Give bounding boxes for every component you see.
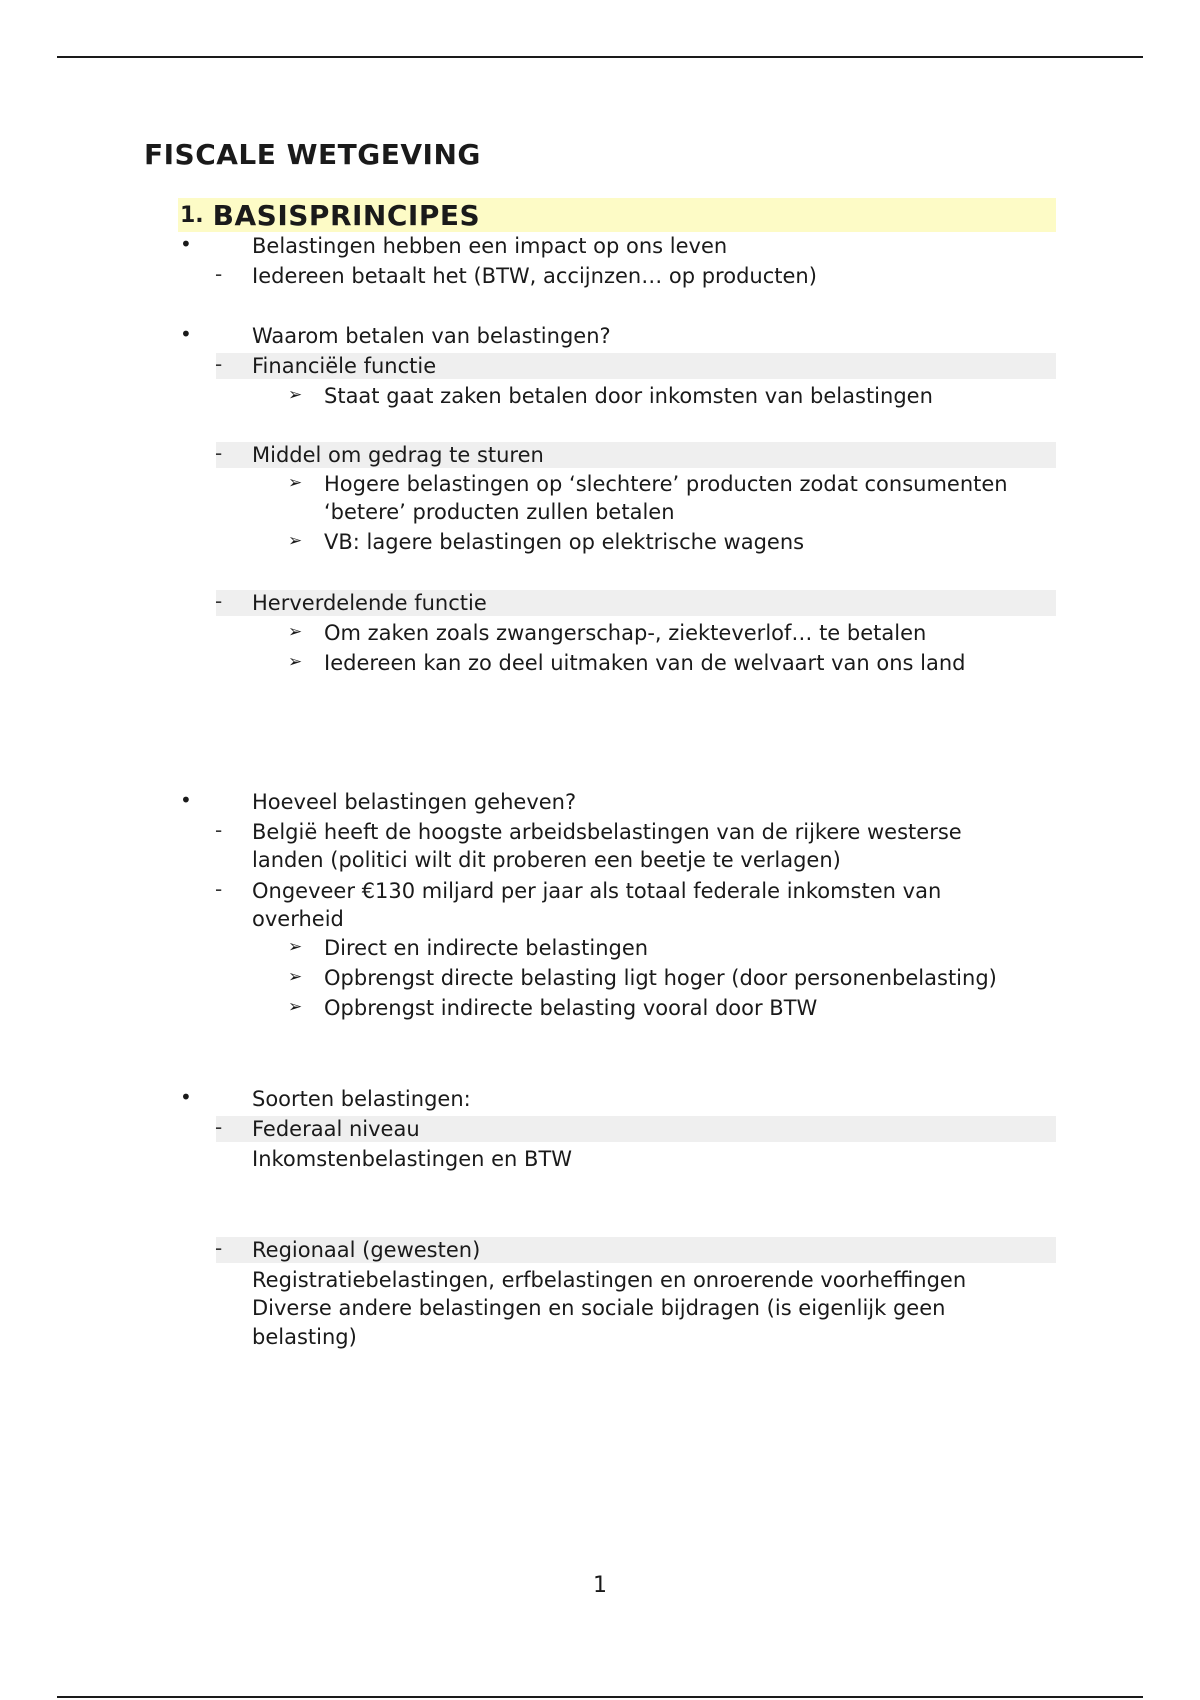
dash-icon: - (215, 818, 223, 842)
arrow-item: Opbrengst directe belasting ligt hoger (door personenbelasting) (324, 966, 997, 990)
arrow-icon: ➢ (288, 997, 303, 1017)
dash-icon: - (215, 441, 223, 465)
arrow-item: VB: lagere belastingen op elektrische wagens (324, 530, 805, 554)
dash-item: Herverdelende functie (252, 591, 487, 615)
arrow-icon: ➢ (288, 622, 303, 642)
dash-icon: - (215, 352, 223, 376)
bullet-item: Hoeveel belastingen geheven? (252, 790, 577, 814)
document-title: FISCALE WETGEVING (144, 138, 481, 171)
footer-rule (57, 1696, 1143, 1698)
arrow-icon: ➢ (288, 937, 303, 957)
arrow-item-continued: ‘betere’ producten zullen betalen (324, 500, 675, 524)
bullet-icon: • (180, 1085, 192, 1109)
dash-item: Financiële functie (252, 354, 437, 378)
dash-item-body: Inkomstenbelastingen en BTW (252, 1147, 573, 1171)
arrow-icon: ➢ (288, 652, 303, 672)
arrow-item: Om zaken zoals zwangerschap-, ziekteverlof… te betalen (324, 621, 927, 645)
arrow-item: Hogere belastingen op ‘slechtere’ producten zodat consumenten (324, 472, 1008, 496)
arrow-item: Opbrengst indirecte belasting vooral door BTW (324, 996, 818, 1020)
bullet-item: Waarom betalen van belastingen? (252, 324, 611, 348)
dash-item-body: belasting) (252, 1325, 357, 1349)
bullet-icon: • (180, 788, 192, 812)
dash-item: België heeft de hoogste arbeidsbelastingen van de rijkere westerse (252, 820, 962, 844)
page-number: 1 (593, 1573, 607, 1598)
dash-icon: - (215, 1236, 223, 1260)
dash-icon: - (215, 589, 223, 613)
section-title: BASISPRINCIPES (212, 198, 481, 232)
bullet-item: Soorten belastingen: (252, 1087, 471, 1111)
dash-item-continued: overheid (252, 907, 344, 931)
dash-item: Ongeveer €130 miljard per jaar als totaal federale inkomsten van (252, 879, 942, 903)
arrow-item: Direct en indirecte belastingen (324, 936, 649, 960)
dash-item: Regionaal (gewesten) (252, 1238, 481, 1262)
arrow-icon: ➢ (288, 473, 303, 493)
header-rule (57, 56, 1143, 58)
dash-icon: - (215, 877, 223, 901)
bullet-icon: • (180, 232, 192, 256)
dash-icon: - (215, 1115, 223, 1139)
section-number: 1. (180, 202, 204, 228)
arrow-icon: ➢ (288, 531, 303, 551)
bullet-icon: • (180, 322, 192, 346)
bullet-item: Belastingen hebben een impact op ons leven (252, 234, 728, 258)
dash-item-body: Registratiebelastingen, erfbelastingen en onroerende voorheffingen (252, 1268, 967, 1292)
dash-item: Iedereen betaalt het (BTW, accijnzen… op producten) (252, 264, 817, 288)
arrow-item: Staat gaat zaken betalen door inkomsten van belastingen (324, 384, 933, 408)
dash-item-body: Diverse andere belastingen en sociale bijdragen (is eigenlijk geen (252, 1296, 946, 1320)
arrow-icon: ➢ (288, 385, 303, 405)
dash-item: Middel om gedrag te sturen (252, 443, 544, 467)
section-heading (178, 198, 1056, 232)
dash-item-continued: landen (politici wilt dit proberen een beetje te verlagen) (252, 848, 841, 872)
arrow-item: Iedereen kan zo deel uitmaken van de welvaart van ons land (324, 651, 966, 675)
dash-icon: - (215, 262, 223, 286)
dash-item: Federaal niveau (252, 1117, 420, 1141)
arrow-icon: ➢ (288, 967, 303, 987)
